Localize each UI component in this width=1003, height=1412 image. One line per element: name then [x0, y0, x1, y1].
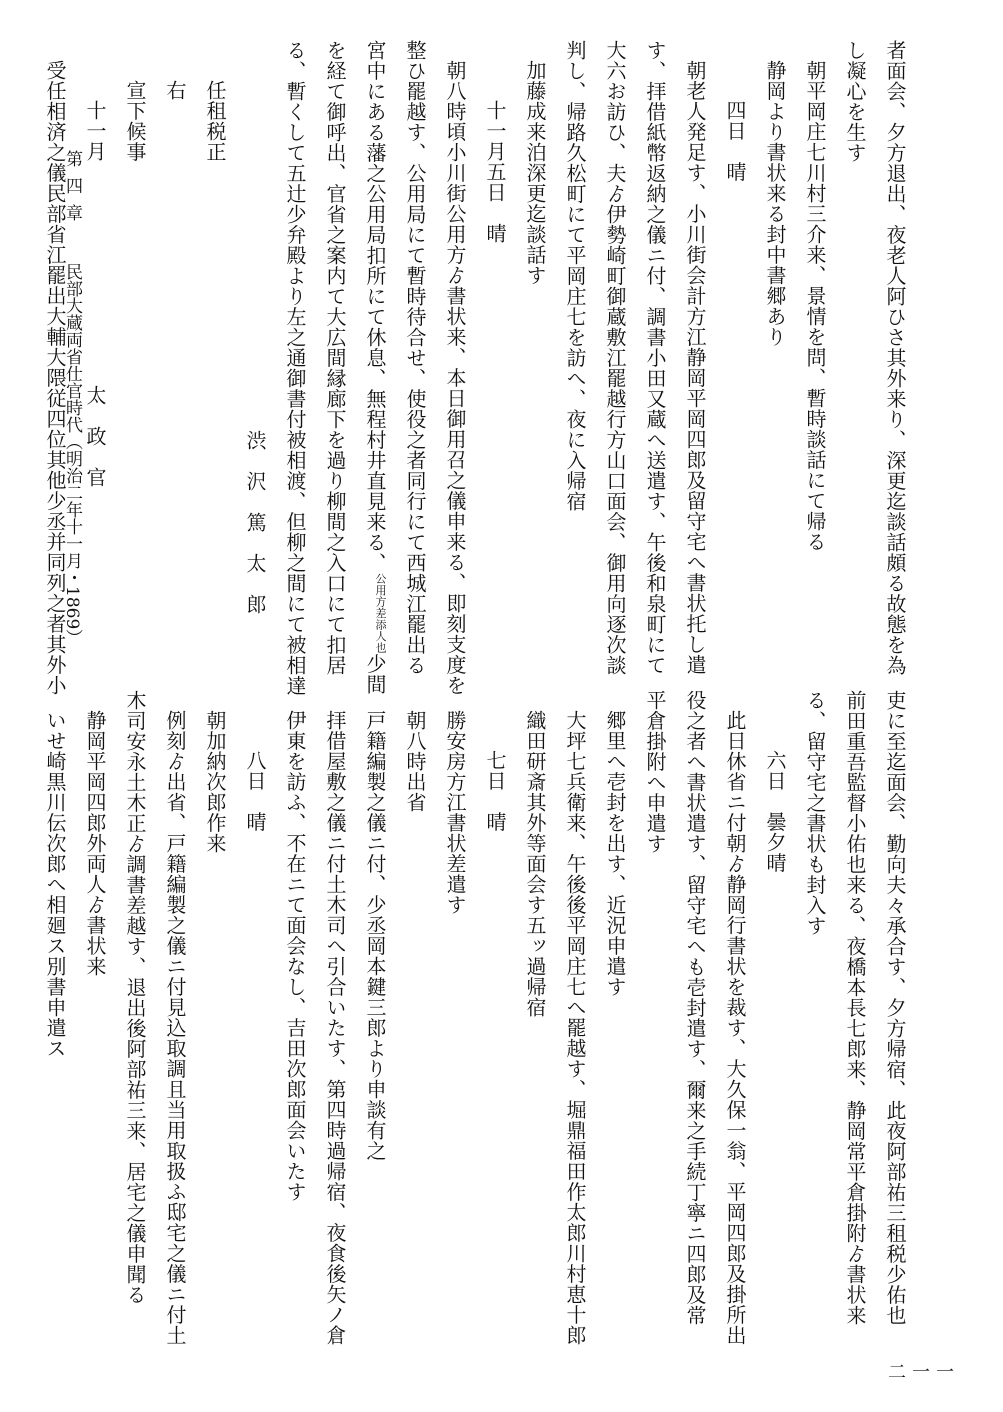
text-column: 平倉掛附へ申遣す [643, 690, 667, 854]
text-column: 朝平岡庄七川村三介来、景情を問、暫時談話にて帰る [803, 60, 827, 552]
text-column: し凝心を生す [843, 40, 867, 163]
text-column: 八日 晴 [243, 750, 267, 832]
text-column: 例刻ゟ出省、戸籍編製之儀ニ付見込取調且当用取扱ふ邸宅之儀ニ付土 [163, 710, 187, 1346]
text-column: いせ崎黒川伝次郎へ相廻ス別書申遣ス [43, 710, 67, 1059]
text-column [235, 40, 275, 658]
text-column: 任租税正 [203, 80, 227, 162]
text-column: 静岡平岡四郎外両人ゟ書状来 [83, 710, 107, 977]
text-column: 木司安永土木正ゟ調書差越す、退出後阿部祐三来、居宅之儀申聞る [123, 690, 147, 1305]
text-column: 十一月五日 晴 [483, 100, 507, 244]
text-column: 朝八時出省 [403, 710, 427, 813]
text-column: を経て御呼出、官省之案内て大広間縁廊下を過り柳間之入口にて扣居 [323, 40, 347, 676]
date-range: （明治二年十一月・1869） [62, 433, 82, 647]
upper-text-block [35, 40, 915, 696]
text-column: 宣下候事 [123, 80, 147, 162]
chapter-label: 第四章 [62, 150, 82, 231]
text-column: 戸籍編製之儀ニ付、少丞岡本鍵三郎より申談有之 [363, 710, 387, 1161]
text-column: 七日 晴 [483, 750, 507, 832]
text-column [355, 40, 395, 695]
page-number: 二一一 [888, 1362, 960, 1383]
text-column: 大六お訪ひ、夫ゟ伊勢崎町御蔵敷江罷越行方山口面会、御用向逐次談 [603, 40, 627, 676]
text-column: 判し、帰路久松町にて平岡庄七を訪へ、夜に入帰宿 [563, 40, 587, 512]
text-column: 朝八時頃小川街公用方ゟ書状来、本日御用召之儀申来る、即刻支度を [443, 60, 467, 696]
text-column: 受任相済之儀民部省江罷出大輔大隈従四位其他少丞并同列之者其外小 [43, 60, 67, 696]
text-column: 大坪七兵衛来、午後後平岡庄七へ罷越す、堀鼎福田作太郎川村恵十郎 [563, 710, 587, 1346]
text-column: 整ひ罷越す、公用局にて暫時待合せ、使役之者同行にて西城江罷出る [403, 40, 427, 676]
text-column: 織田研斎其外等面会す五ッ過帰宿 [523, 710, 547, 1018]
interlinear-note: 公用方差添人也 [374, 573, 387, 654]
lower-text-block [35, 690, 915, 1346]
text-column: す、拝借紙幣返納之儀ニ付、調書小田又蔵へ送遣す、午後和泉町にて [643, 40, 667, 676]
text-column: 朝老人発足す、小川街会計方江静岡平岡四郎及留守宅へ書状托し遣 [683, 60, 707, 675]
signature-name: 太 政 官 [83, 385, 107, 488]
running-header [60, 150, 84, 646]
text-column: 者面会、夕方退出、夜老人阿ひさ其外来り、深更迄談話頗る故態を為 [883, 40, 907, 676]
signature-name: 渋 沢 篤 太 郎 [243, 430, 267, 615]
text-column: 加藤成来泊深更迄談話す [523, 60, 547, 286]
text-column: 前田重吾監督小佑也来る、夜橋本長七郎来、静岡常平倉掛附ゟ書状来 [843, 690, 867, 1326]
text-column: る、暫くして五辻少弁殿より左之通御書付被相渡、但柳之間にて被相達 [283, 40, 307, 696]
text-column: る、留守宅之書状も封入す [803, 690, 827, 936]
chapter-title: 民部大蔵両省仕官時代 [62, 263, 82, 433]
column-text: 十一月 [83, 100, 107, 162]
text-column: 郷里へ壱封を出す、近況申遣す [603, 710, 627, 997]
column-text: 少間 [363, 653, 387, 695]
text-column: 此日休省ニ付朝ゟ静岡行書状を裁す、大久保一翁、平岡四郎及掛所出 [723, 710, 747, 1346]
text-column: 役之者へ書状遣す、留守宅へも壱封遣す、爾来之手続丁寧ニ四郎及常 [683, 690, 707, 1326]
text-column: 吏に至迄面会、勤向夫々承合す、夕方帰宿、此夜阿部祐三租税少佑也 [883, 690, 907, 1326]
text-column: 勝安房方江書状差遣す [443, 710, 467, 915]
text-column: 六日 曇夕晴 [763, 750, 787, 873]
text-column: 拝借屋敷之儀ニ付土木司へ引合いたす、第四時過帰宿、夜食後矢ノ倉 [323, 710, 347, 1346]
text-column: 朝加納次郎作来 [203, 710, 227, 854]
text-column: 四日 晴 [723, 100, 747, 182]
column-text: 宮中にある藩之公用局扣所にて休息、無程村井直見来る、 [363, 40, 387, 573]
text-column: 右 [163, 80, 187, 101]
text-column: 静岡より書状来る封中書郷あり [763, 60, 787, 347]
text-column: 伊東を訪ふ、不在ニて面会なし、吉田次郎面会いたす [283, 710, 307, 1202]
